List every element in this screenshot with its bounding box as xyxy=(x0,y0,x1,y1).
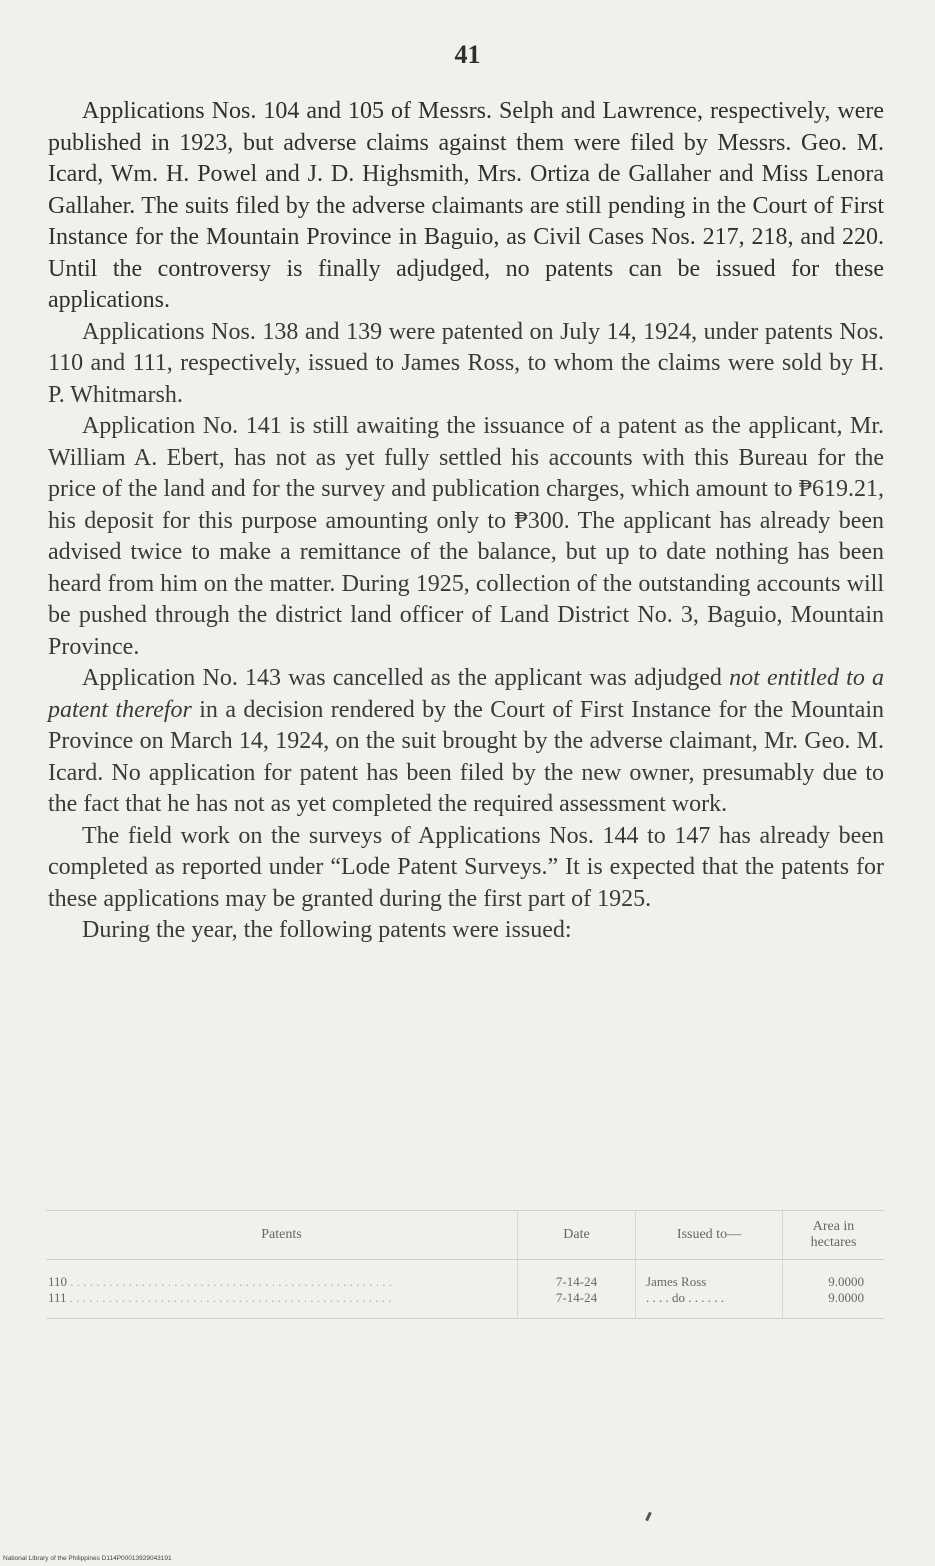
patent-issued-to: James Ross xyxy=(646,1274,707,1289)
body-text xyxy=(48,96,884,947)
header-date: Date xyxy=(518,1211,636,1260)
table-row xyxy=(46,1260,884,1319)
issued-to-cell xyxy=(636,1260,783,1319)
date-cell xyxy=(518,1260,636,1319)
paragraph-application-143-part1: Application No. 143 was cancelled as the applicant was adjudged xyxy=(82,665,722,691)
table-header-row xyxy=(46,1211,884,1260)
paragraph-applications-104-105: Applications Nos. 104 and 105 of Messrs. Selph and Lawrence, respectively, were published in 1923, but adverse claims against them were filed by Messrs. Geo. M. Icard, Wm. H. Powel and J. D. Highsmith, Mrs. Ortiza de Gallaher and Miss Lenora Gallaher. The suits filed by the adverse claimants are still pending in the Court of First Instance for the Mountain Province in Baguio, as Civil Cases Nos. 217, 218, and 220. Until the controversy is finally adjudged, no patents can be issued for these applications. xyxy=(48,98,884,313)
header-area-line2: hectares xyxy=(810,1235,857,1250)
header-issued-to: Issued to— xyxy=(636,1211,783,1260)
patent-date: 7-14-24 xyxy=(555,1290,598,1305)
paragraph-application-143-part2: in a decision rendered by the Court of First Instance for the Mountain Province on March 14, 1924, on the suit brought by the adverse claimant, Mr. Geo. M. Icard. No application for patent has been filed by the new owner, presumably due to the fact that he has not as yet completed the required assessment work. xyxy=(48,696,885,817)
ink-mark xyxy=(645,1512,652,1521)
patent-numbers-cell xyxy=(46,1260,518,1319)
patent-area: 9.0000 xyxy=(828,1274,864,1289)
header-area-line1: Area in xyxy=(812,1219,855,1234)
patents-table xyxy=(46,1210,884,1319)
patent-date: 7-14-24 xyxy=(555,1274,598,1289)
patent-issued-to: . . . . do . . . . . . xyxy=(646,1290,724,1305)
paragraph-application-143-italic: not entitled to a patent therefor xyxy=(48,665,885,723)
paragraph-patents-intro: During the year, the following patents were issued: xyxy=(82,917,572,943)
header-patents: Patents xyxy=(46,1211,518,1260)
patent-area: 9.0000 xyxy=(828,1290,864,1305)
paragraph-applications-144-147: The field work on the surveys of Applications Nos. 144 to 147 has already been completed as reported under “Lode Patent Surveys.” It is expected that the patents for these applications may be granted during the first part of 1925. xyxy=(48,822,884,912)
area-cell xyxy=(783,1260,885,1319)
page-number: 41 xyxy=(454,40,481,69)
paragraph-applications-138-139: Applications Nos. 138 and 139 were patented on July 14, 1924, under patents Nos. 110 and 111, respectively, issued to James Ross, to whom the claims were sold by H. P. Whitmarsh. xyxy=(48,318,884,408)
paragraph-application-143 xyxy=(48,663,884,821)
patent-number: 111 . . . xyxy=(48,1290,516,1306)
header-area xyxy=(783,1211,885,1260)
patent-number: 110 . . . xyxy=(48,1274,516,1290)
paragraph-application-141: Application No. 141 is still awaiting the issuance of a patent as the applicant, Mr. William A. Ebert, has not as yet fully settled his accounts with this Bureau for the price of the land and for the survey and publication charges, which amount to ₱619.21, his deposit for this purpose amounting only to ₱300. The applicant has already been advised twice to make a remittance of the balance, but up to date nothing has been heard from him on the matter. During 1925, collection of the outstanding accounts will be pushed through the district land officer of Land District No. 3, Baguio, Mountain Province. xyxy=(48,413,884,660)
footer-credit: National Library of the Philippines D114P00013929043191 xyxy=(3,1555,172,1562)
